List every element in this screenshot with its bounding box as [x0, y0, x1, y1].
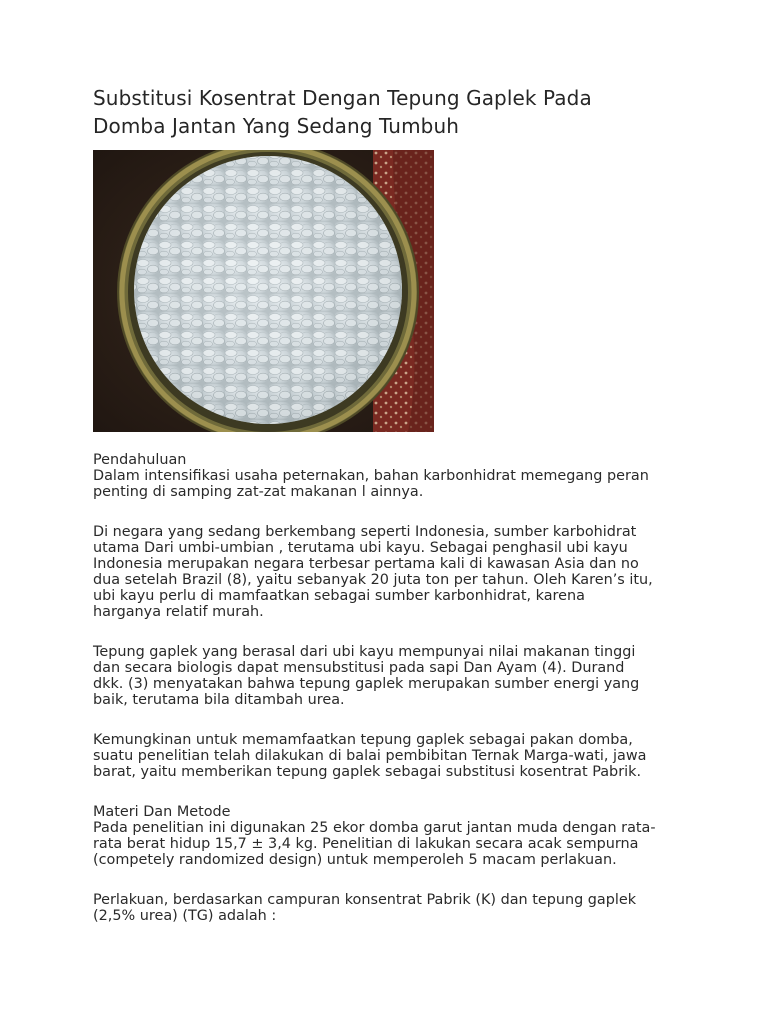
paragraph-line: dua setelah Brazil (8), yaitu sebanyak 20 juta ton per tahun. Oleh Karen’s itu, [93, 572, 653, 588]
paragraph-line: dan secara biologis dapat mensubstitusi pada sapi Dan Ayam (4). Durand [93, 660, 625, 676]
section-heading-materi-metode: Materi Dan Metode [93, 804, 231, 820]
document-body [93, 452, 683, 924]
paragraph-line: Tepung gaplek yang berasal dari ubi kayu mempunyai nilai makanan tinggi [93, 644, 636, 660]
gaplek-basket-photo [93, 150, 434, 432]
paragraph-line: Dalam intensifikasi usaha peternakan, bahan karbonhidrat memegang peran [93, 468, 649, 484]
paragraph-line: suatu penelitian telah dilakukan di balai pembibitan Ternak Marga-wati, jawa [93, 748, 647, 764]
document-page [93, 84, 683, 948]
paragraph-line: Kemungkinan untuk memamfaatkan tepung gaplek sebagai pakan domba, [93, 732, 633, 748]
title-line-2: Domba Jantan Yang Sedang Tumbuh [93, 114, 460, 138]
document-title [93, 84, 683, 140]
paragraph-line: Indonesia merupakan negara terbesar pertama kali di kawasan Asia dan no [93, 556, 639, 572]
paragraph-line: Perlakuan, berdasarkan campuran konsentrat Pabrik (K) dan tepung gaplek [93, 892, 637, 908]
paragraph-line: dkk. (3) menyatakan bahwa tepung gaplek merupakan sumber energi yang [93, 676, 640, 692]
title-line-1: Substitusi Kosentrat Dengan Tepung Gaplek Pada [93, 86, 592, 110]
paragraph-pendahuluan [93, 452, 683, 500]
paragraph-line: baik, terutama bila ditambah urea. [93, 692, 345, 708]
paragraph-line: Di negara yang sedang berkembang seperti Indonesia, sumber karbohidrat [93, 524, 637, 540]
paragraph-kemungkinan [93, 732, 683, 780]
paragraph-line: (competely randomized design) untuk memperoleh 5 macam perlakuan. [93, 852, 617, 868]
paragraph-materi-metode [93, 804, 683, 868]
paragraph-negara-berkembang [93, 524, 683, 620]
paragraph-line: harganya relatif murah. [93, 604, 264, 620]
paragraph-tepung-gaplek [93, 644, 683, 708]
paragraph-line: penting di samping zat-zat makanan l ainnya. [93, 484, 424, 500]
paragraph-line: (2,5% urea) (TG) adalah : [93, 908, 277, 924]
paragraph-line: ubi kayu perlu di mamfaatkan sebagai sumber karbonhidrat, karena [93, 588, 585, 604]
section-heading-pendahuluan: Pendahuluan [93, 452, 187, 468]
paragraph-line: rata berat hidup 15,7 ± 3,4 kg. Penelitian di lakukan secara acak sempurna [93, 836, 639, 852]
paragraph-line: Pada penelitian ini digunakan 25 ekor domba garut jantan muda dengan rata- [93, 820, 656, 836]
paragraph-line: barat, yaitu memberikan tepung gaplek sebagai substitusi kosentrat Pabrik. [93, 764, 642, 780]
paragraph-perlakuan [93, 892, 683, 924]
paragraph-line: utama Dari umbi-umbian , terutama ubi kayu. Sebagai penghasil ubi kayu [93, 540, 628, 556]
